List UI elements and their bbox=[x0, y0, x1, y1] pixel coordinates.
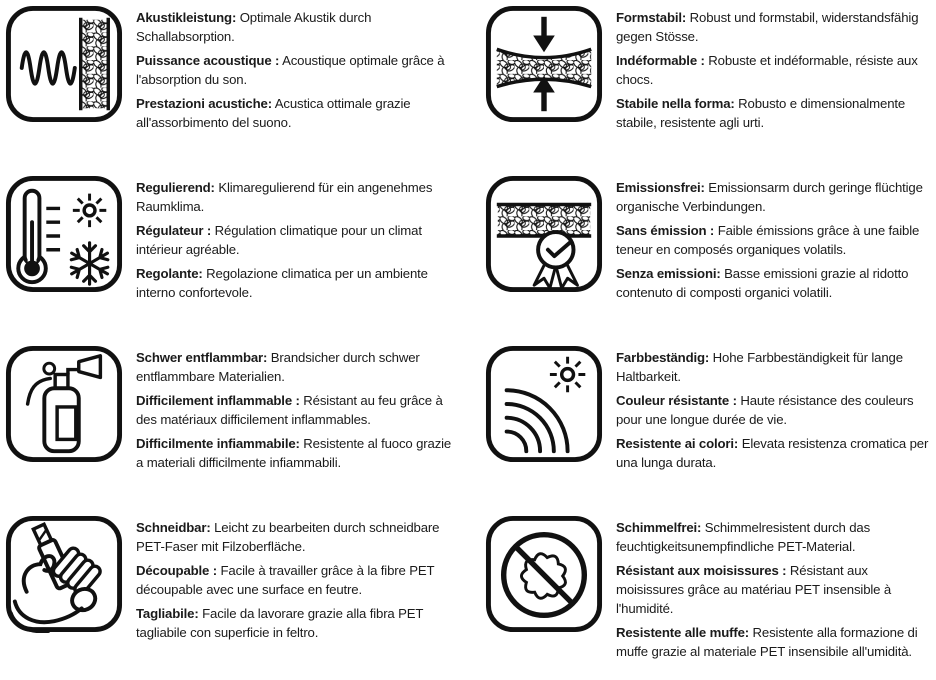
feature-text-it: Senza emissioni: Basse emissioni grazie al ridotto contenuto di composti organici volatili. bbox=[616, 266, 909, 300]
feature-text-de: Formstabil: Robust und formstabil, widerstandsfähig gegen Stösse. bbox=[616, 10, 919, 44]
feature-card-acoustic bbox=[0, 0, 468, 170]
feature-text-de: Schwer entflammbar: Brandsicher durch schwer entflammbare Materialien. bbox=[136, 350, 420, 384]
feature-texts bbox=[136, 5, 457, 137]
feature-text-de: Schneidbar: Leicht zu bearbeiten durch schneidbare PET-Faser mit Filzoberfläche. bbox=[136, 520, 440, 554]
feature-text-it: Resistente alle muffe: Resistente alla formazione di muffe grazie al materiale PET insensibile all'umidità. bbox=[616, 625, 918, 659]
feature-text-de: Regulierend: Klimaregulierend für ein angenehmes Raumklima. bbox=[136, 180, 433, 214]
feature-text-it: Resistente ai colori: Elevata resistenza cromatica per una lunga durata. bbox=[616, 436, 929, 470]
mold-free-no-mold-icon bbox=[485, 515, 603, 633]
feature-text-it: Regolante: Regolazione climatica per un ambiente interno confortevole. bbox=[136, 266, 428, 300]
feature-text-de: Akustikleistung: Optimale Akustik durch Schallabsorption. bbox=[136, 10, 372, 44]
feature-text-de: Emissionsfrei: Emissionsarm durch geringe flüchtige organische Verbindungen. bbox=[616, 180, 923, 214]
feature-text-it: Tagliabile: Facile da lavorare grazie alla fibra PET tagliabile con superficie in feltro. bbox=[136, 606, 424, 640]
feature-texts bbox=[136, 345, 457, 477]
feature-texts bbox=[616, 175, 936, 307]
color-fastness-rainbow-sun-icon bbox=[485, 345, 603, 463]
acoustic-absorption-icon bbox=[5, 5, 123, 123]
feature-texts bbox=[616, 5, 936, 137]
feature-text-fr: Indéformable : Robuste et indéformable, résiste aux chocs. bbox=[616, 53, 918, 87]
feature-text-fr: Sans émission : Faible émissions grâce à une faible teneur en composés organiques volatils. bbox=[616, 223, 920, 257]
feature-card-cuttable bbox=[0, 510, 468, 680]
feature-card-flame-retardant bbox=[0, 340, 468, 510]
feature-card-color-fast bbox=[468, 340, 936, 510]
feature-card-form-stability bbox=[468, 0, 936, 170]
shape-stability-compression-icon bbox=[485, 5, 603, 123]
emission-free-certificate-icon bbox=[485, 175, 603, 293]
feature-card-mold-free bbox=[468, 510, 936, 680]
feature-text-fr: Difficilement inflammable : Résistant au feu grâce à des matériaux difficilement inflammables. bbox=[136, 393, 443, 427]
feature-text-fr: Résistant aux moisissures : Résistant aux moisissures grâce au matériau PET insensible à l'humidité. bbox=[616, 563, 892, 616]
feature-text-de: Schimmelfrei: Schimmelresistent durch das feuchtigkeitsunempfindliche PET-Material. bbox=[616, 520, 871, 554]
feature-text-fr: Couleur résistante : Haute résistance des couleurs pour une longue durée de vie. bbox=[616, 393, 914, 427]
feature-text-fr: Puissance acoustique : Acoustique optimale grâce à l'absorption du son. bbox=[136, 53, 445, 87]
feature-text-it: Stabile nella forma: Robusto e dimensionalmente stabile, resistente agli urti. bbox=[616, 96, 906, 130]
cuttable-hand-knife-icon bbox=[5, 515, 123, 633]
feature-card-climate-regulating bbox=[0, 170, 468, 340]
feature-texts bbox=[616, 515, 936, 666]
feature-texts bbox=[136, 175, 457, 307]
feature-texts bbox=[616, 345, 936, 477]
feature-text-de: Farbbeständig: Hohe Farbbeständigkeit für lange Haltbarkeit. bbox=[616, 350, 903, 384]
feature-text-it: Prestazioni acustiche: Acustica ottimale grazie all'assorbimento del suono. bbox=[136, 96, 411, 130]
climate-regulation-thermometer-icon bbox=[5, 175, 123, 293]
fire-extinguisher-icon bbox=[5, 345, 123, 463]
feature-text-fr: Découpable : Facile à travailler grâce à la fibre PET découpable avec une surface en feutre. bbox=[136, 563, 435, 597]
feature-card-emission-free bbox=[468, 170, 936, 340]
feature-texts bbox=[136, 515, 457, 647]
feature-text-fr: Régulateur : Régulation climatique pour un climat intérieur agréable. bbox=[136, 223, 422, 257]
feature-text-it: Difficilmente infiammabile: Resistente al fuoco grazie a materiali difficilmente infiammabili. bbox=[136, 436, 452, 470]
